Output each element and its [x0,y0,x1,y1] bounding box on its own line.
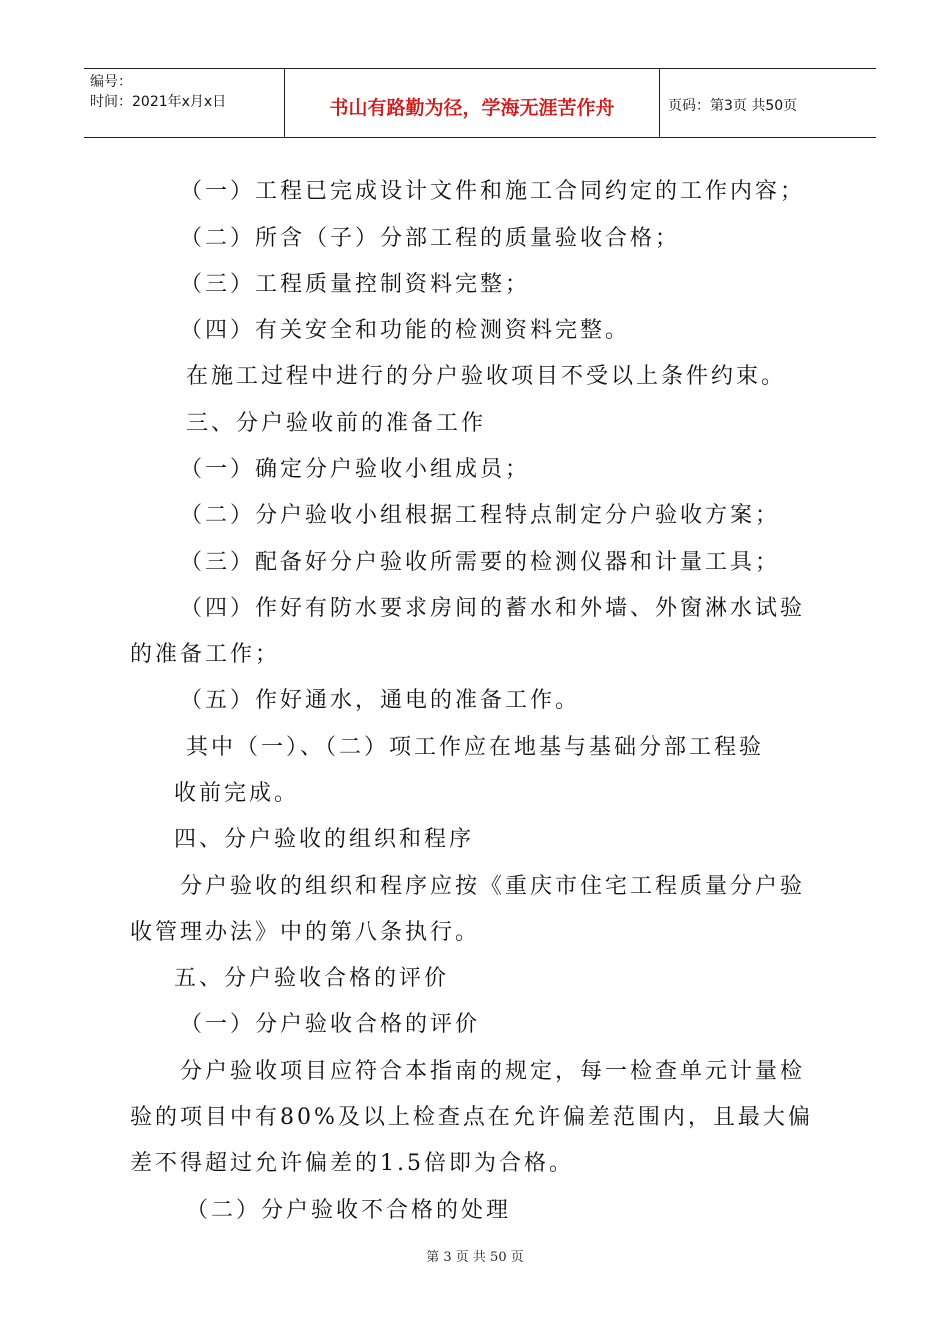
body-line: （五）作好通水，通电的准备工作。 [180,688,581,713]
body-line: （一）确定分户验收小组成员； [180,457,531,482]
body-line: （四）作好有防水要求房间的蓄水和外墙、外窗淋水试验 [180,596,806,621]
body-line: （三）工程质量控制资料完整； [180,272,531,297]
section-heading: 四、分户验收的组织和程序 [174,827,475,852]
body-line: 其中（一）、（二）项工作应在地基与基础分部工程验 [186,735,765,760]
body-line: （四）有关安全和功能的检测资料完整。 [180,318,631,343]
body-line: 分户验收的组织和程序应按《重庆市住宅工程质量分户验 [180,874,806,899]
body-line: 收管理办法》中的第八条执行。 [130,920,481,945]
body-line: （一）工程已完成设计文件和施工合同约定的工作内容； [180,179,806,204]
page-footer: 第 3 页 共 50 页 [426,1250,524,1265]
document-time-label: 时间：2021年x月x日 [90,94,227,110]
body-line: 分户验收项目应符合本指南的规定，每一检查单元计量检 [180,1059,806,1084]
body-line: 验的项目中有80%及以上检查点在允许偏差范围内，且最大偏 [130,1105,813,1130]
body-line: 的准备工作； [130,642,281,667]
body-line: （三）配备好分户验收所需要的检测仪器和计量工具； [180,550,781,575]
section-heading: 三、分户验收前的准备工作 [186,411,487,436]
body-line: 差不得超过允许偏差的1.5倍即为合格。 [130,1151,574,1176]
header-page-info: 页码：第3页 共50页 [668,98,798,114]
document-number-label: 编号： [90,74,132,90]
section-heading: 五、分户验收合格的评价 [174,966,450,991]
body-line: （二）所含（子）分部工程的质量验收合格； [180,226,681,251]
header-motto: 书山有路勤为径，学海无涯苦作舟 [329,97,615,119]
body-line: 在施工过程中进行的分户验收项目不受以上条件约束。 [186,364,787,389]
body-line: 收前完成。 [174,781,300,806]
body-line: （一）分户验收合格的评价 [180,1012,481,1037]
body-line: （二）分户验收小组根据工程特点制定分户验收方案； [180,503,781,528]
body-line: （二）分户验收不合格的处理 [186,1198,512,1223]
